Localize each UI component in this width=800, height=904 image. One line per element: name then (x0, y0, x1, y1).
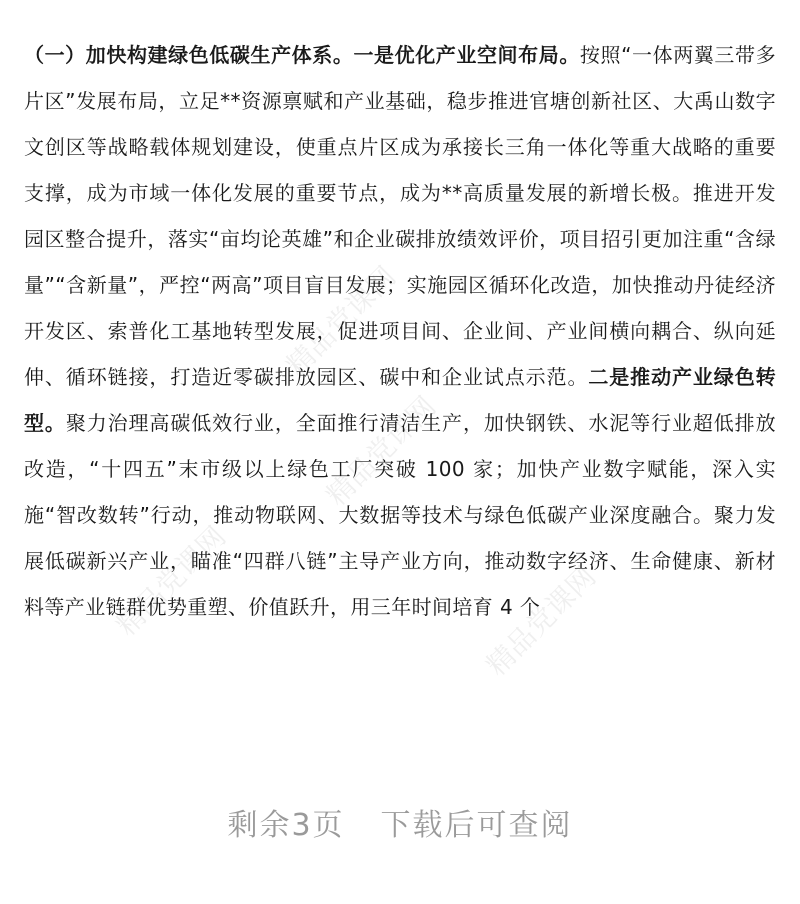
point-one-heading: 一是优化产业空间布局。 (353, 43, 580, 67)
watermark: 精品党课网 (279, 259, 403, 383)
document-body (24, 32, 776, 630)
point-two-heading: 二是推动产业绿色转型。 (24, 365, 776, 435)
remaining-pages-label: 剩余3页 (227, 808, 345, 843)
watermark: 精品党课网 (319, 389, 443, 513)
watermark: 精品党课网 (109, 519, 233, 643)
download-hint-label: 下载后可查阅 (380, 808, 573, 843)
paragraph-text: 聚力治理高碳低效行业，全面推行清洁生产，加快钢铁、水泥等行业超低排放改造，“十四五”末市级以上绿色工厂突破 100 家；加快产业数字赋能，深入实施“智改数转”行动，推动物联网、大数据等技术与绿色低碳产业深度融合。聚力发展低碳新兴产业，瞄准“四群八链”主导产业方向，推动数字经济、生命健康、新材料等产业链群优势重塑、价值跃升，用三年时间培育 4 个 (24, 411, 776, 619)
section-heading: （一）加快构建绿色低碳生产体系。 (24, 43, 354, 67)
paragraph (24, 32, 776, 630)
watermark: 精品党课网 (479, 559, 603, 683)
paragraph-text: 按照“一体两翼三带多片区”发展布局，立足**资源禀赋和产业基础，稳步推进官塘创新社区、大禹山数字文创区等战略载体规划建设，使重点片区成为承接长三角一体化等重大战略的重要支撑，成为市域一体化发展的重要节点，成为**高质量发展的新增长极。推进开发园区整合提升，落实“亩均论英雄”和企业碳排放绩效评价，项目招引更加注重“含绿量”“含新量”，严控“两高”项目盲目发展；实施园区循环化改造，加快推动丹徒经济开发区、索普化工基地转型发展，促进项目间、企业间、产业间横向耦合、纵向延伸、循环链接，打造近零碳排放园区、碳中和企业试点示范。 (24, 43, 776, 389)
remaining-pages-notice[interactable] (0, 800, 800, 844)
